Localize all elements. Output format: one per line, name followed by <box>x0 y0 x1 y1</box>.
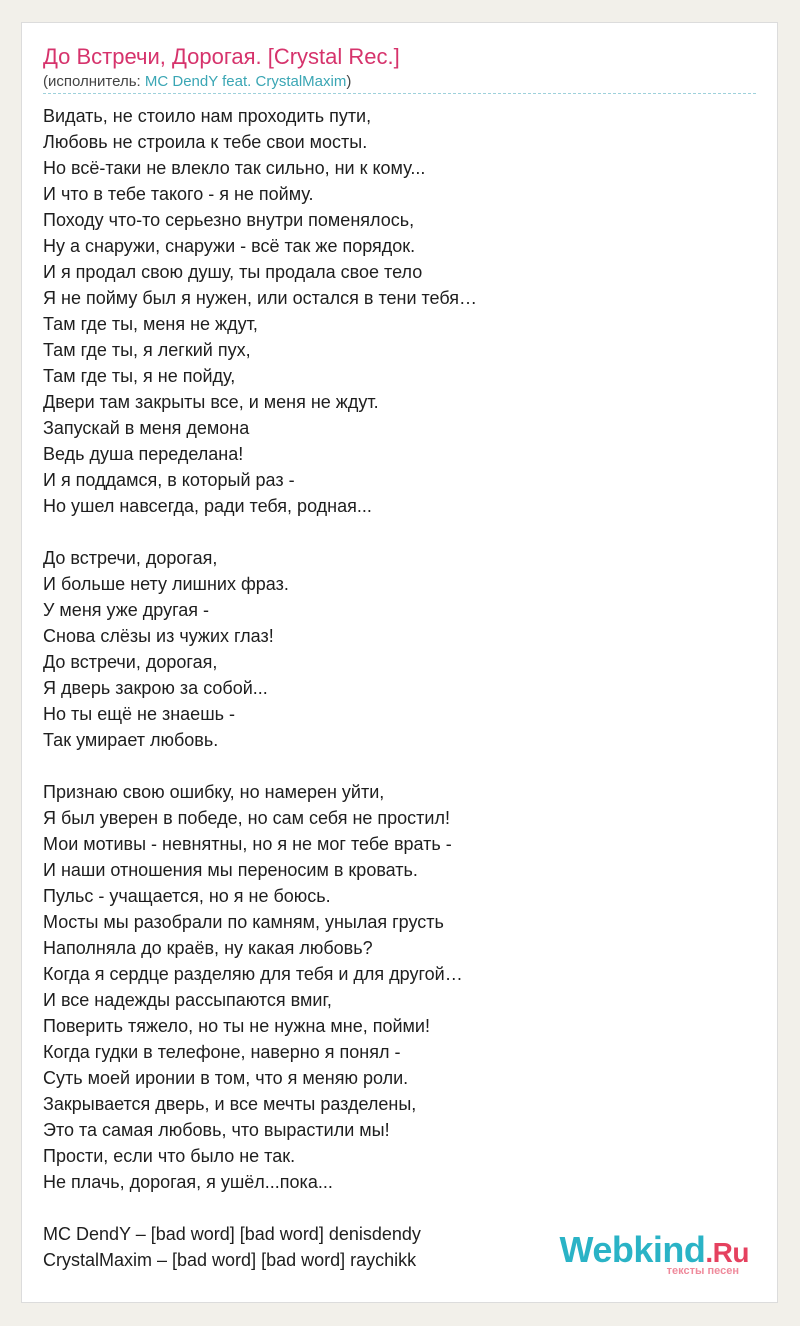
logo-tld: .Ru <box>705 1237 749 1268</box>
song-title: До Встречи, Дорогая. [Crystal Rec.] <box>43 44 400 69</box>
byline-suffix: ) <box>346 73 352 90</box>
lyric-line: Признаю свою ошибку, но намерен уйти, <box>43 782 385 802</box>
lyric-line: Запускай в меня демона <box>43 418 250 438</box>
lyric-line: До встречи, дорогая, <box>43 652 218 672</box>
lyric-line: Мои мотивы - невнятны, но я не мог тебе врать - <box>43 834 452 854</box>
lyric-line: Я был уверен в победе, но сам себя не простил! <box>43 808 450 828</box>
lyric-line: Я дверь закрою за собой... <box>43 678 268 698</box>
lyrics-body <box>43 103 743 1273</box>
lyric-line: Поверить тяжело, но ты не нужна мне, пойми! <box>43 1016 430 1036</box>
lyric-line: Не плачь, дорогая, я ушёл...пока... <box>43 1172 333 1192</box>
lyric-line: Суть моей иронии в том, что я меняю роли. <box>43 1068 409 1088</box>
byline-prefix: (исполнитель: <box>43 73 145 90</box>
lyric-line: Но всё-таки не влекло так сильно, ни к кому... <box>43 158 426 178</box>
credit-line: MC DendY – [bad word] [bad word] denisdendy <box>43 1224 421 1244</box>
logo-main-text: Webkind <box>559 1229 706 1270</box>
lyric-line: Когда я сердце разделяю для тебя и для другой… <box>43 964 463 984</box>
lyric-line: Но ушел навсегда, ради тебя, родная... <box>43 496 372 516</box>
lyric-line: И я поддамся, в который раз - <box>43 470 295 490</box>
lyric-line: И наши отношения мы переносим в кровать. <box>43 860 418 880</box>
lyric-line: Снова слёзы из чужих глаз! <box>43 626 274 646</box>
lyric-line: Так умирает любовь. <box>43 730 219 750</box>
lyrics-chorus <box>43 545 743 753</box>
lyric-line: Ну а снаружи, снаружи - всё так же порядок. <box>43 236 416 256</box>
lyric-line: Там где ты, я не пойду, <box>43 366 236 386</box>
lyric-line: Там где ты, меня не ждут, <box>43 314 258 334</box>
lyric-line: Мосты мы разобрали по камням, унылая грусть <box>43 912 444 932</box>
lyric-line: Прости, если что было не так. <box>43 1146 296 1166</box>
lyric-line: До встречи, дорогая, <box>43 548 218 568</box>
credit-line: CrystalMaxim – [bad word] [bad word] raychikk <box>43 1250 417 1270</box>
lyric-line: Походу что-то серьезно внутри поменялось, <box>43 210 415 230</box>
lyric-line: Двери там закрыты все, и меня не ждут. <box>43 392 379 412</box>
header-divider <box>43 93 756 94</box>
lyric-line: У меня уже другая - <box>43 600 209 620</box>
lyric-line: И что в тебе такого - я не пойму. <box>43 184 314 204</box>
lyric-line: Но ты ещё не знаешь - <box>43 704 236 724</box>
artist-byline <box>43 72 351 92</box>
lyric-line: Видать, не стоило нам проходить пути, <box>43 106 372 126</box>
lyric-line: Когда гудки в телефоне, наверно я понял - <box>43 1042 401 1062</box>
logo-tagline: тексты песен <box>666 1265 739 1277</box>
lyric-line: Наполняла до краёв, ну какая любовь? <box>43 938 373 958</box>
lyric-line: Ведь душа переделана! <box>43 444 244 464</box>
lyrics-card <box>21 22 778 1303</box>
lyric-line: Там где ты, я легкий пух, <box>43 340 251 360</box>
lyric-line: Любовь не строила к тебе свои мосты. <box>43 132 368 152</box>
lyric-line: И больше нету лишних фраз. <box>43 574 289 594</box>
lyric-line: И я продал свою душу, ты продала свое тело <box>43 262 423 282</box>
lyric-line: Я не пойму был я нужен, или остался в тени тебя… <box>43 288 478 308</box>
lyrics-stanza <box>43 103 743 519</box>
lyric-line: Это та самая любовь, что вырастили мы! <box>43 1120 390 1140</box>
artist-link[interactable]: MC DendY feat. CrystalMaxim <box>144 73 347 90</box>
lyric-line: Закрывается дверь, и все мечты разделены, <box>43 1094 417 1114</box>
lyrics-stanza <box>43 779 743 1195</box>
webkind-logo[interactable] <box>549 1230 749 1282</box>
lyric-line: И все надежды рассыпаются вмиг, <box>43 990 332 1010</box>
lyric-line: Пульс - учащается, но я не боюсь. <box>43 886 331 906</box>
